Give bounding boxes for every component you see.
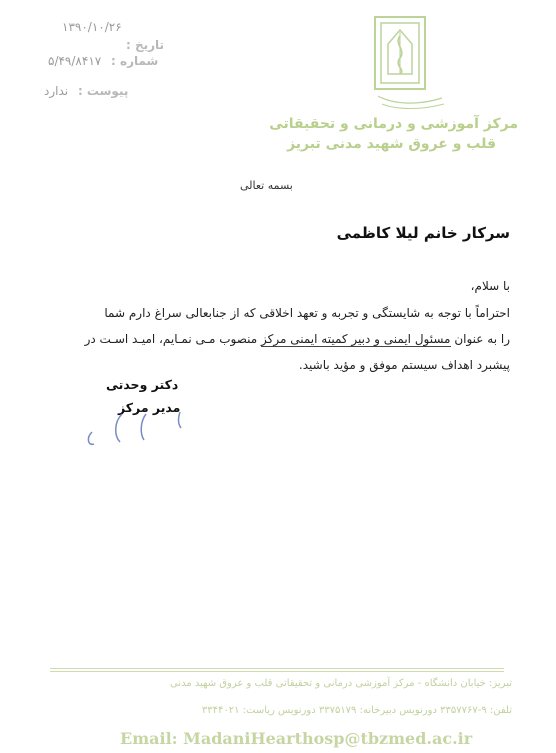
handwritten-signature: [80, 408, 190, 450]
number-value: ۵/۴۹/۸۴۱۷: [48, 54, 102, 68]
attachment-label: پیوست :: [77, 84, 129, 98]
date-row: [52, 20, 122, 34]
date-label-row: [120, 38, 164, 52]
footer-phones: تلفن: ۹-۳۳۵۷۷۶۷ دورنویس دبیرخانه: ۳۳۷۵۱۷۹ دورنویس ریاست: ۳۳۴۴۰۲۱: [201, 705, 512, 716]
letter-line-3: پیشبرد اهداف سیستم موفق و مؤید باشید.: [298, 358, 510, 372]
bismillah: بسمه تعالی: [240, 179, 293, 192]
signatory-name: دکتر وحدتی: [106, 377, 179, 392]
number-row: [48, 54, 158, 68]
attachment-value: ندارد: [44, 84, 69, 98]
footer-divider: [50, 668, 504, 672]
institution-line-2: قلب و عروق شهید مدنی تبریز: [287, 136, 496, 152]
attachment-row: [44, 84, 128, 98]
letter-line-2: [40, 328, 510, 351]
date-label: تاریخ :: [126, 38, 165, 52]
letter-line-2-end: منصوب مـی نمـایم، امیـد اسـت در: [84, 332, 258, 346]
letter-line-2-start: را به عنوان: [454, 332, 510, 346]
footer-email[interactable]: Email: MadaniHearthosp@tbzmed.ac.ir: [120, 729, 473, 748]
letter-line-1: احتراماً با توجه به شایستگی و تجربه و تعهد اخلاقی که از جنابعالی سراغ دارم شما: [104, 306, 510, 320]
university-logo: [372, 14, 454, 112]
letter-line-2-appointment: مسئول ایمنی و دبیر کمیته ایمنی مرکز: [261, 332, 451, 346]
institution-line-1: مرکز آموزشی و درمانی و تحقیقاتی: [269, 116, 518, 132]
greeting: با سلام،: [470, 279, 510, 293]
number-label: شماره :: [111, 54, 159, 68]
emblem-icon: [372, 14, 454, 112]
signatory-title: مدیر مرکز: [118, 400, 181, 415]
addressee: سرکار خانم لیلا کاظمی: [336, 224, 510, 242]
footer-address: تبریز: خیابان دانشگاه - مرکز آموزشی درمانی و تحقیقاتی قلب و عروق شهید مدنی: [169, 678, 512, 689]
date-value: ۱۳۹۰/۱۰/۲۶: [62, 20, 122, 34]
